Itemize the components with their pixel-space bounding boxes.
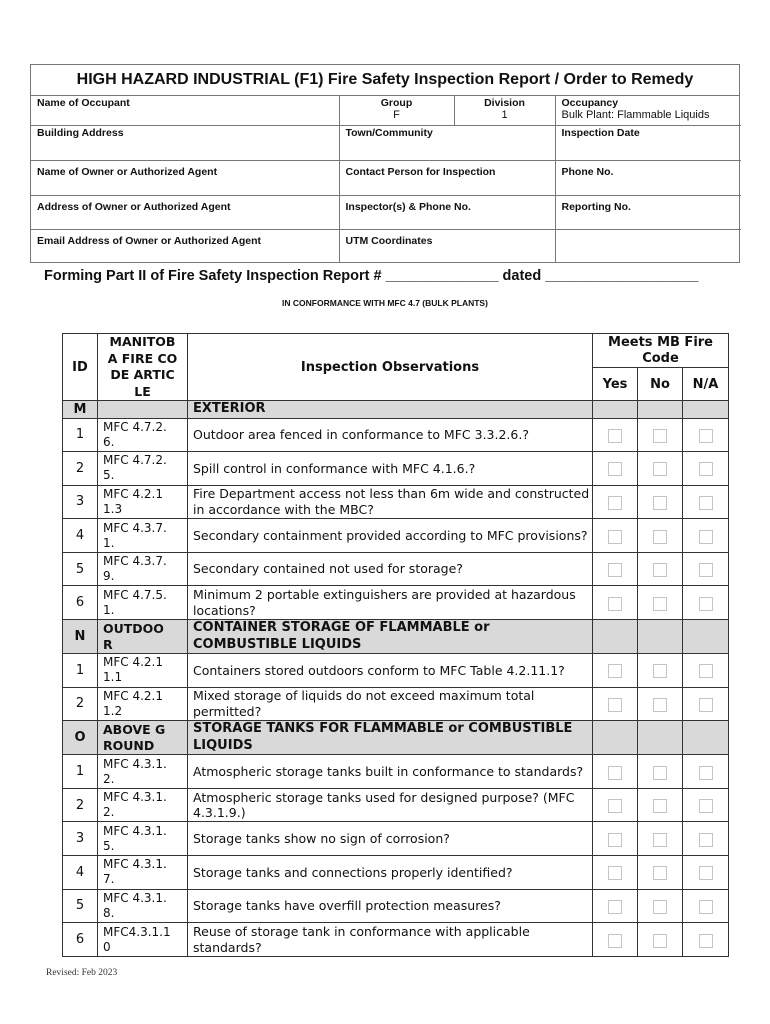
row-article <box>98 687 188 721</box>
yes-checkbox[interactable] <box>608 698 622 712</box>
table-row <box>63 586 729 620</box>
no-checkbox[interactable] <box>653 462 667 476</box>
yes-checkbox[interactable] <box>608 563 622 577</box>
checkbox-cell-yes <box>593 721 638 755</box>
row-observation: STORAGE TANKS FOR FLAMMABLE or COMBUSTIBLE LIQUIDS <box>188 721 593 755</box>
occupancy-field[interactable]: Occupancy Bulk Plant: Flammable Liquids <box>555 96 741 125</box>
yes-checkbox[interactable] <box>608 833 622 847</box>
checkbox-cell-no[interactable] <box>638 452 683 486</box>
na-header: N/A <box>683 368 729 401</box>
checkbox-cell-na[interactable] <box>683 654 729 688</box>
checkbox-cell-no[interactable] <box>638 485 683 519</box>
row-observation: Secondary contained not used for storage? <box>188 552 593 586</box>
article-text: MFC 4.3.1.2. <box>103 756 167 786</box>
na-checkbox[interactable] <box>699 799 713 813</box>
checkbox-cell-na[interactable] <box>683 552 729 586</box>
row-observation: Fire Department access not less than 6m wide and constructed in accordance with the MBC? <box>188 485 593 519</box>
header-form <box>30 64 740 263</box>
yes-checkbox[interactable] <box>608 462 622 476</box>
na-checkbox[interactable] <box>699 462 713 476</box>
na-checkbox[interactable] <box>699 900 713 914</box>
article-text: MFC4.3.1.10 <box>103 924 171 954</box>
checkbox-cell-na[interactable] <box>683 519 729 553</box>
row-observation: Outdoor area fenced in conformance to MFC 3.3.2.6.? <box>188 418 593 452</box>
row-article <box>98 452 188 486</box>
article-text: MFC 4.2.11.3 <box>103 486 163 516</box>
no-checkbox[interactable] <box>653 664 667 678</box>
checkbox-cell-yes[interactable] <box>593 889 638 923</box>
table-row <box>63 822 729 856</box>
checkbox-cell-no[interactable] <box>638 822 683 856</box>
checkbox-cell-no[interactable] <box>638 418 683 452</box>
na-checkbox[interactable] <box>699 429 713 443</box>
row-observation: CONTAINER STORAGE OF FLAMMABLE or COMBUSTIBLE LIQUIDS <box>188 620 593 654</box>
checkbox-cell-na <box>683 721 729 755</box>
conformance-note: IN CONFORMANCE WITH MFC 4.7 (BULK PLANTS) <box>282 298 488 308</box>
na-checkbox[interactable] <box>699 833 713 847</box>
checkbox-cell-yes[interactable] <box>593 923 638 957</box>
checkbox-cell-no[interactable] <box>638 755 683 789</box>
no-checkbox[interactable] <box>653 597 667 611</box>
row-article <box>98 620 188 654</box>
reporting-no-field[interactable]: Reporting No. <box>555 195 741 229</box>
no-checkbox[interactable] <box>653 900 667 914</box>
row-observation: Atmospheric storage tanks used for designed purpose? (MFC 4.3.1.9.) <box>188 788 593 822</box>
article-text: MFC 4.3.1.8. <box>103 890 167 920</box>
checkbox-cell-yes[interactable] <box>593 654 638 688</box>
row-id: N <box>63 620 98 654</box>
row-observation: Containers stored outdoors conform to MFC Table 4.2.11.1? <box>188 654 593 688</box>
row-observation: Secondary containment provided according to MFC provisions? <box>188 519 593 553</box>
row-id: 5 <box>63 552 98 586</box>
checkbox-cell-no[interactable] <box>638 654 683 688</box>
na-checkbox[interactable] <box>699 766 713 780</box>
yes-checkbox[interactable] <box>608 900 622 914</box>
row-observation: Atmospheric storage tanks built in conformance to standards? <box>188 755 593 789</box>
article-text: MFC 4.3.7.1. <box>103 520 167 550</box>
inspection-rows <box>63 401 729 957</box>
checkbox-cell-yes[interactable] <box>593 485 638 519</box>
inspection-date-field[interactable]: Inspection Date <box>555 125 741 160</box>
no-checkbox[interactable] <box>653 866 667 880</box>
checkbox-cell-no <box>638 721 683 755</box>
section-row <box>63 401 729 419</box>
article-text: MFC 4.7.5.1. <box>103 587 167 617</box>
article-text: ABOVE GROUND <box>103 721 166 753</box>
article-text: MFC 4.7.2.5. <box>103 453 167 483</box>
row-observation: Storage tanks and connections properly identified? <box>188 856 593 890</box>
checkbox-cell-na[interactable] <box>683 755 729 789</box>
table-row <box>63 923 729 957</box>
checkbox-cell-na <box>683 401 729 419</box>
article-text: MFC 4.3.1.5. <box>103 823 167 853</box>
row-id: 4 <box>63 519 98 553</box>
article-text: MFC 4.3.7.9. <box>103 554 167 584</box>
yes-checkbox[interactable] <box>608 766 622 780</box>
yes-checkbox[interactable] <box>608 934 622 948</box>
checkbox-cell-yes[interactable] <box>593 519 638 553</box>
checkbox-cell-no <box>638 620 683 654</box>
row-id: 3 <box>63 822 98 856</box>
no-checkbox[interactable] <box>653 429 667 443</box>
na-checkbox[interactable] <box>699 934 713 948</box>
checkbox-cell-na[interactable] <box>683 856 729 890</box>
row-article <box>98 586 188 620</box>
row-id: 2 <box>63 452 98 486</box>
utm-field[interactable]: UTM Coordinates <box>339 229 555 262</box>
section-row <box>63 721 729 755</box>
row-id: 6 <box>63 586 98 620</box>
checkbox-cell-yes[interactable] <box>593 788 638 822</box>
checkbox-cell-no[interactable] <box>638 586 683 620</box>
blank-field[interactable] <box>555 229 741 262</box>
no-checkbox[interactable] <box>653 934 667 948</box>
row-observation: Storage tanks show no sign of corrosion? <box>188 822 593 856</box>
report-title: HIGH HAZARD INDUSTRIAL (F1) Fire Safety Inspection Report / Order to Remedy <box>31 65 739 96</box>
checkbox-cell-yes[interactable] <box>593 822 638 856</box>
division-field[interactable]: Division 1 <box>454 96 555 125</box>
checkbox-cell-no[interactable] <box>638 687 683 721</box>
yes-checkbox[interactable] <box>608 530 622 544</box>
row-article <box>98 485 188 519</box>
row-id: 2 <box>63 687 98 721</box>
checkbox-cell-no <box>638 401 683 419</box>
contact-person-field[interactable]: Contact Person for Inspection <box>339 160 555 195</box>
table-row <box>63 452 729 486</box>
checkbox-cell-na[interactable] <box>683 889 729 923</box>
checkbox-cell-na[interactable] <box>683 586 729 620</box>
table-row <box>63 687 729 721</box>
table-row <box>63 755 729 789</box>
checkbox-cell-na[interactable] <box>683 452 729 486</box>
checkbox-cell-no[interactable] <box>638 552 683 586</box>
owner-name-field[interactable]: Name of Owner or Authorized Agent <box>31 160 339 195</box>
checkbox-cell-yes <box>593 401 638 419</box>
yes-checkbox[interactable] <box>608 866 622 880</box>
row-article <box>98 889 188 923</box>
na-checkbox[interactable] <box>699 698 713 712</box>
row-id: 1 <box>63 418 98 452</box>
no-checkbox[interactable] <box>653 698 667 712</box>
no-checkbox[interactable] <box>653 496 667 510</box>
row-id: 1 <box>63 654 98 688</box>
revised-date: Revised: Feb 2023 <box>46 968 118 978</box>
forming-part-line: Forming Part II of Fire Safety Inspection Report # ______________ dated ___________________ <box>44 268 699 284</box>
observations-header: Inspection Observations <box>188 334 593 401</box>
row-id: 3 <box>63 485 98 519</box>
article-text: MFC 4.2.11.2 <box>103 688 163 718</box>
row-observation: EXTERIOR <box>188 401 593 419</box>
owner-address-field[interactable]: Address of Owner or Authorized Agent <box>31 195 339 229</box>
na-checkbox[interactable] <box>699 563 713 577</box>
owner-email-field[interactable]: Email Address of Owner or Authorized Agent <box>31 229 339 262</box>
table-row <box>63 788 729 822</box>
checkbox-cell-no[interactable] <box>638 889 683 923</box>
row-id: 6 <box>63 923 98 957</box>
table-row <box>63 519 729 553</box>
row-article <box>98 721 188 755</box>
checkbox-cell-na[interactable] <box>683 788 729 822</box>
row-article <box>98 654 188 688</box>
row-id: 1 <box>63 755 98 789</box>
no-header: No <box>638 368 683 401</box>
header-fields <box>31 96 741 262</box>
occupant-name-field[interactable]: Name of Occupant <box>31 96 339 125</box>
row-article <box>98 788 188 822</box>
inspection-table <box>62 333 729 957</box>
article-text: OUTDOOR <box>103 620 164 652</box>
yes-header: Yes <box>593 368 638 401</box>
no-checkbox[interactable] <box>653 799 667 813</box>
checkbox-cell-na <box>683 620 729 654</box>
id-header: ID <box>63 334 98 401</box>
row-article <box>98 822 188 856</box>
no-checkbox[interactable] <box>653 833 667 847</box>
table-row <box>63 889 729 923</box>
row-article <box>98 856 188 890</box>
row-article <box>98 552 188 586</box>
row-article <box>98 401 188 419</box>
row-id: M <box>63 401 98 419</box>
yes-checkbox[interactable] <box>608 429 622 443</box>
table-row <box>63 654 729 688</box>
town-community-field[interactable]: Town/Community <box>339 125 555 160</box>
no-checkbox[interactable] <box>653 530 667 544</box>
checkbox-cell-yes[interactable] <box>593 452 638 486</box>
checkbox-cell-no[interactable] <box>638 856 683 890</box>
na-checkbox[interactable] <box>699 496 713 510</box>
checkbox-cell-na[interactable] <box>683 822 729 856</box>
checkbox-cell-na[interactable] <box>683 485 729 519</box>
checkbox-cell-na[interactable] <box>683 923 729 957</box>
checkbox-cell-no[interactable] <box>638 519 683 553</box>
row-id: O <box>63 721 98 755</box>
row-observation: Reuse of storage tank in conformance with applicable standards? <box>188 923 593 957</box>
checkbox-cell-no[interactable] <box>638 788 683 822</box>
building-address-field[interactable]: Building Address <box>31 125 339 160</box>
yes-checkbox[interactable] <box>608 664 622 678</box>
row-article <box>98 418 188 452</box>
yes-checkbox[interactable] <box>608 799 622 813</box>
row-id: 5 <box>63 889 98 923</box>
phone-field[interactable]: Phone No. <box>555 160 741 195</box>
row-id: 4 <box>63 856 98 890</box>
checkbox-cell-yes[interactable] <box>593 418 638 452</box>
checkbox-cell-no[interactable] <box>638 923 683 957</box>
section-row <box>63 620 729 654</box>
article-text: MFC 4.7.2.6. <box>103 419 167 449</box>
article-text: MFC 4.2.11.1 <box>103 655 163 685</box>
row-article <box>98 923 188 957</box>
na-checkbox[interactable] <box>699 530 713 544</box>
meets-code-header: Meets MB Fire Code <box>593 334 729 368</box>
table-row <box>63 856 729 890</box>
yes-checkbox[interactable] <box>608 496 622 510</box>
row-article <box>98 519 188 553</box>
article-header: MANITOBA FIRE CODE ARTICLE <box>98 334 188 401</box>
row-observation: Spill control in conformance with MFC 4.1.6.? <box>188 452 593 486</box>
checkbox-cell-na[interactable] <box>683 687 729 721</box>
yes-checkbox[interactable] <box>608 597 622 611</box>
no-checkbox[interactable] <box>653 563 667 577</box>
article-text: MFC 4.3.1.2. <box>103 790 167 820</box>
group-field[interactable]: Group F <box>339 96 454 125</box>
table-row <box>63 485 729 519</box>
row-observation: Storage tanks have overfill protection measures? <box>188 889 593 923</box>
na-checkbox[interactable] <box>699 664 713 678</box>
table-row <box>63 552 729 586</box>
checkbox-cell-yes[interactable] <box>593 687 638 721</box>
na-checkbox[interactable] <box>699 597 713 611</box>
table-row <box>63 418 729 452</box>
checkbox-cell-yes <box>593 620 638 654</box>
na-checkbox[interactable] <box>699 866 713 880</box>
checkbox-cell-yes[interactable] <box>593 755 638 789</box>
no-checkbox[interactable] <box>653 766 667 780</box>
checkbox-cell-yes[interactable] <box>593 552 638 586</box>
article-text: MFC 4.3.1.7. <box>103 857 167 887</box>
row-article <box>98 755 188 789</box>
row-observation: Mixed storage of liquids do not exceed maximum total permitted? <box>188 687 593 721</box>
checkbox-cell-yes[interactable] <box>593 856 638 890</box>
row-id: 2 <box>63 788 98 822</box>
checkbox-cell-na[interactable] <box>683 418 729 452</box>
inspectors-field[interactable]: Inspector(s) & Phone No. <box>339 195 555 229</box>
checkbox-cell-yes[interactable] <box>593 586 638 620</box>
row-observation: Minimum 2 portable extinguishers are provided at hazardous locations? <box>188 586 593 620</box>
